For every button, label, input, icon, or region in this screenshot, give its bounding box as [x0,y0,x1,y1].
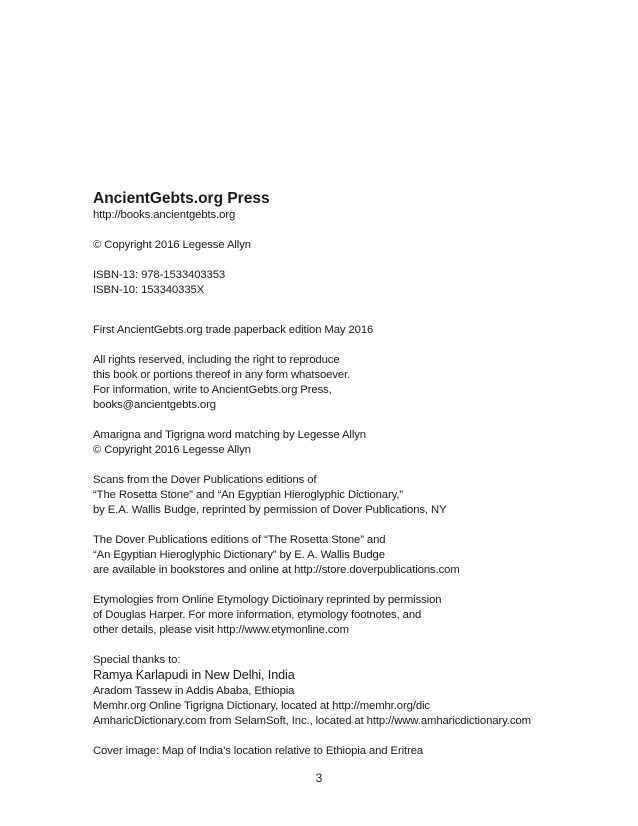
publisher-name: AncientGebts.org Press [93,190,270,207]
etymology-line: of Douglas Harper. For more information, etymology footnotes, and [93,609,422,621]
spacer [93,638,613,653]
etymology-line: Etymologies from Online Etymology Dictioinary reprinted by permission [93,594,442,606]
scans-line: Scans from the Dover Publications editions of [93,474,317,486]
rights-email: books@ancientgebts.org [93,399,216,411]
spacer [93,298,613,323]
spacer [93,729,613,744]
thanks-heading: Special thanks to: [93,654,181,666]
copyright-content [93,189,613,759]
dover-line: The Dover Publications editions of “The Rosetta Stone” and [93,534,386,546]
spacer [93,413,613,428]
cover-image-credit: Cover image: Map of India’s location relative to Ethiopia and Eritrea [93,744,424,757]
isbn-13: ISBN-13: 978-1533403353 [93,269,226,281]
isbn-10: ISBN-10: 153340335X [93,284,205,296]
spacer [93,253,613,268]
thanks-line: Memhr.org Online Tigrigna Dictionary, located at http://memhr.org/dic [93,699,430,712]
rights-line: All rights reserved, including the right to reproduce [93,354,340,366]
page-number: 3 [315,771,323,785]
spacer [93,578,613,593]
spacer [93,223,613,238]
word-matching-line: Amarigna and Tigrigna word matching by Legesse Allyn [93,429,366,441]
etymology-line: other details, please visit http://www.etymonline.com [93,624,349,636]
thanks-line: Ramya Karlapudi in New Delhi, India [93,668,295,682]
scans-line: “The Rosetta Stone” and “An Egyptian Hieroglyphic Dictionary,” [93,489,404,501]
copyright-notice: © Copyright 2016 Legesse Allyn [93,239,251,251]
spacer [93,338,613,353]
edition-line: First AncientGebts.org trade paperback edition May 2016 [93,324,374,336]
word-matching-copyright: © Copyright 2016 Legesse Allyn [93,444,251,456]
scans-line: by E.A. Wallis Budge, reprinted by permission of Dover Publications, NY [93,504,447,516]
spacer [93,458,613,473]
rights-line: this book or portions thereof in any form whatsoever. [93,369,351,381]
dover-line: “An Egyptian Hieroglyphic Dictionary” by E. A. Wallis Budge [93,549,385,561]
thanks-line: AmharicDictionary.com from SelamSoft, Inc., located at http://www.amharicdictionary.com [93,714,531,727]
publisher-url: http://books.ancientgebts.org [93,209,236,221]
thanks-line: Aradom Tassew in Addis Ababa, Ethiopia [93,684,295,697]
dover-line: are available in bookstores and online at http://store.doverpublications.com [93,564,460,576]
spacer [93,518,613,533]
rights-line: For information, write to AncientGebts.org Press, [93,384,332,396]
